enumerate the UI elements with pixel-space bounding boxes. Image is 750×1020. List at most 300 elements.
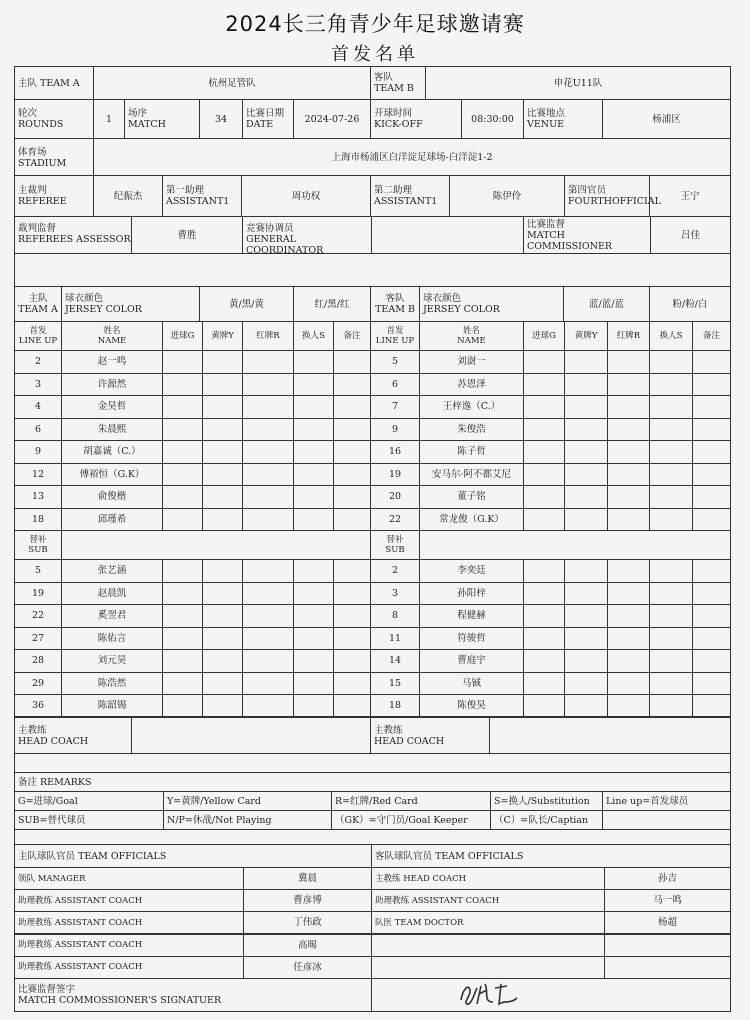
yellow-cell[interactable] <box>202 485 243 509</box>
remark-cell[interactable] <box>333 418 371 442</box>
referee-label: 主裁判 REFEREE <box>14 175 94 217</box>
official-b-name: 孙吉 <box>604 867 731 890</box>
goal-cell[interactable] <box>523 672 565 696</box>
official-a-name: 冀晨 <box>243 867 372 890</box>
sub-cell[interactable] <box>293 350 334 374</box>
spacer-row <box>14 253 731 287</box>
kickoff-label: 开球时间 KICK-OFF <box>370 99 462 139</box>
col-sub-header: 换人S <box>649 321 693 351</box>
official-a-role: 助理教练 ASSISTANT COACH <box>14 956 244 979</box>
remark-cell[interactable] <box>333 440 371 464</box>
goal-cell[interactable] <box>523 604 565 628</box>
goal-cell[interactable] <box>162 627 203 651</box>
goal-cell[interactable] <box>162 559 203 583</box>
red-cell[interactable] <box>242 508 294 532</box>
team-b-jersey-2: 粉/粉/白 <box>649 286 731 322</box>
goal-cell[interactable] <box>162 604 203 628</box>
sub-cell[interactable] <box>293 463 334 487</box>
sub-cell[interactable] <box>649 694 693 718</box>
col-goal-header: 进球G <box>162 321 203 351</box>
player-number: 5 <box>14 559 62 583</box>
official-a-role: 领队 MANAGER <box>14 867 244 890</box>
player-name: 安马尔·阿不都艾尼 <box>419 463 524 487</box>
sub-cell[interactable] <box>649 649 693 673</box>
red-cell[interactable] <box>242 463 294 487</box>
sub-cell[interactable] <box>649 485 693 509</box>
goal-cell[interactable] <box>523 627 565 651</box>
remark-gk: （GK）=守门员/Goal Keeper <box>331 810 491 830</box>
yellow-cell[interactable] <box>564 649 608 673</box>
player-name: 曹庭宇 <box>419 649 524 673</box>
goal-cell[interactable] <box>523 582 565 606</box>
yellow-cell[interactable] <box>564 485 608 509</box>
col-red-header: 红牌R <box>242 321 294 351</box>
team-b-coach-value <box>489 716 731 754</box>
team-a-name: 杭州足管队 <box>93 66 371 100</box>
goal-cell[interactable] <box>162 672 203 696</box>
remark-captain: （C）=队长/Captian <box>490 810 603 830</box>
goal-cell[interactable] <box>523 350 565 374</box>
goal-cell[interactable] <box>523 373 565 397</box>
player-number: 15 <box>370 672 420 696</box>
col-name-en: NAME <box>457 336 486 346</box>
red-cell[interactable] <box>242 559 294 583</box>
sub-cell[interactable] <box>293 373 334 397</box>
sub-cell[interactable] <box>649 604 693 628</box>
remark-cell[interactable] <box>692 604 731 628</box>
player-number: 19 <box>14 582 62 606</box>
col-lineup-cn: 首发 <box>386 326 404 336</box>
col-lineup-en: LINE UP <box>18 336 58 346</box>
yellow-cell[interactable] <box>564 350 608 374</box>
asst2-label: 第二助理 ASSISTANT1 <box>370 175 450 217</box>
yellow-cell[interactable] <box>202 463 243 487</box>
player-number: 7 <box>370 395 420 419</box>
team-a-coach-label: 主教练 HEAD COACH <box>14 716 132 754</box>
yellow-cell[interactable] <box>202 418 243 442</box>
sub-cell[interactable] <box>293 672 334 696</box>
team-a-sub-header-blank <box>61 530 371 560</box>
player-number: 8 <box>370 604 420 628</box>
remark-cell[interactable] <box>692 350 731 374</box>
player-name: 苏恩泽 <box>419 373 524 397</box>
sub-cell[interactable] <box>293 694 334 718</box>
red-cell[interactable] <box>607 373 650 397</box>
commissioner-value: 吕佳 <box>650 216 731 254</box>
coordinator-label: 竞赛协调员 GENERAL COORDINATOR <box>242 216 372 254</box>
team-a-jersey-label: 球衣颜色 JERSEY COLOR <box>61 286 200 322</box>
assessor-value: 曹胜 <box>131 216 243 254</box>
goal-cell[interactable] <box>523 694 565 718</box>
fourth-label: 第四官员 FOURTHOFFICIAL <box>564 175 650 217</box>
rounds-value: 1 <box>93 99 125 139</box>
team-a-jersey-2: 红/黑/红 <box>293 286 371 322</box>
sub-cell[interactable] <box>293 418 334 442</box>
officials-a-title: 主队球队官员 TEAM OFFICIALS <box>14 844 372 868</box>
red-cell[interactable] <box>607 508 650 532</box>
player-name: 金昊哲 <box>61 395 163 419</box>
player-name: 张艺涵 <box>61 559 163 583</box>
player-name: 陈佑言 <box>61 627 163 651</box>
player-number: 4 <box>14 395 62 419</box>
player-name: 奚翌君 <box>61 604 163 628</box>
sheet-title: 2024长三角青少年足球邀请赛 <box>225 12 525 36</box>
player-number: 3 <box>370 582 420 606</box>
goal-cell[interactable] <box>162 418 203 442</box>
yellow-cell[interactable] <box>202 559 243 583</box>
col-name-en: NAME <box>97 336 127 346</box>
referee-value: 纪振杰 <box>93 175 163 217</box>
col-lineup-en: LINE UP <box>375 336 415 346</box>
remark-cell[interactable] <box>692 672 731 696</box>
red-cell[interactable] <box>607 395 650 419</box>
remark-cell[interactable] <box>692 463 731 487</box>
official-a-role: 助理教练 ASSISTANT COACH <box>14 911 244 934</box>
player-name: 许源然 <box>61 373 163 397</box>
date-label: 比赛日期 DATE <box>242 99 294 139</box>
red-cell[interactable] <box>242 395 294 419</box>
player-number: 9 <box>370 418 420 442</box>
player-number: 19 <box>370 463 420 487</box>
goal-cell[interactable] <box>523 559 565 583</box>
goal-cell[interactable] <box>523 485 565 509</box>
player-number: 11 <box>370 627 420 651</box>
team-b-sub-label: 替补 SUB <box>370 530 420 560</box>
yellow-cell[interactable] <box>564 672 608 696</box>
sub-cell[interactable] <box>293 508 334 532</box>
team-b-name: 申花U11队 <box>425 66 731 100</box>
official-a-name: 丁伟政 <box>243 911 372 934</box>
col-yellow-header: 黄牌Y <box>564 321 608 351</box>
rounds-label: 轮次 ROUNDS <box>14 99 94 139</box>
yellow-cell[interactable] <box>564 373 608 397</box>
kickoff-value: 08:30:00 <box>461 99 524 139</box>
match-label: 场序 MATCH <box>124 99 200 139</box>
red-cell[interactable] <box>607 463 650 487</box>
team-a-jersey-1: 黄/黑/黄 <box>199 286 294 322</box>
player-name: 朱晨熙 <box>61 418 163 442</box>
col-yellow-header: 黄牌Y <box>202 321 243 351</box>
remark-cell[interactable] <box>692 508 731 532</box>
red-cell[interactable] <box>242 672 294 696</box>
remark-cell[interactable] <box>333 350 371 374</box>
asst2-value: 陈伊伶 <box>449 175 565 217</box>
col-lineup-header <box>370 321 420 351</box>
remark-red: R=红牌/Red Card <box>331 791 491 811</box>
team-b-jersey-1: 蓝/蓝/蓝 <box>563 286 650 322</box>
goal-cell[interactable] <box>523 649 565 673</box>
yellow-cell[interactable] <box>564 694 608 718</box>
player-name: 胡嘉诚（C.） <box>61 440 163 464</box>
goal-cell[interactable] <box>162 350 203 374</box>
player-name: 常龙俊（G.K） <box>419 508 524 532</box>
player-number: 18 <box>14 508 62 532</box>
asst1-value: 周功权 <box>241 175 371 217</box>
player-number: 6 <box>14 418 62 442</box>
player-number: 18 <box>370 694 420 718</box>
red-cell[interactable] <box>607 559 650 583</box>
remark-cell[interactable] <box>333 463 371 487</box>
venue-label: 比赛地点 VENUE <box>523 99 603 139</box>
red-cell[interactable] <box>607 694 650 718</box>
official-b-role: 队医 TEAM DOCTOR <box>371 911 605 934</box>
red-cell[interactable] <box>242 418 294 442</box>
red-cell[interactable] <box>242 582 294 606</box>
player-number: 5 <box>370 350 420 374</box>
sub-cell[interactable] <box>293 604 334 628</box>
red-cell[interactable] <box>242 627 294 651</box>
red-cell[interactable] <box>607 672 650 696</box>
red-cell[interactable] <box>607 604 650 628</box>
player-name: 李奕廷 <box>419 559 524 583</box>
goal-cell[interactable] <box>523 418 565 442</box>
yellow-cell[interactable] <box>564 463 608 487</box>
fourth-value: 王宁 <box>649 175 731 217</box>
red-cell[interactable] <box>242 604 294 628</box>
player-number: 20 <box>370 485 420 509</box>
sub-cell[interactable] <box>649 508 693 532</box>
remark-cell[interactable] <box>692 485 731 509</box>
col-name-cn: 姓名 <box>103 326 121 336</box>
official-a-role: 助理教练 ASSISTANT COACH <box>14 934 244 957</box>
sub-cell[interactable] <box>649 582 693 606</box>
col-lineup-cn: 首发 <box>29 326 47 336</box>
goal-cell[interactable] <box>162 463 203 487</box>
red-cell[interactable] <box>607 582 650 606</box>
remark-cell[interactable] <box>333 694 371 718</box>
sub-cell[interactable] <box>293 649 334 673</box>
sub-cell[interactable] <box>293 559 334 583</box>
red-cell[interactable] <box>607 627 650 651</box>
stadium-label: 体育场 STADIUM <box>14 138 94 176</box>
player-name: 陈子哲 <box>419 440 524 464</box>
col-sub-header: 换人S <box>293 321 334 351</box>
official-b-name <box>604 934 731 957</box>
official-a-name: 任彦冰 <box>243 956 372 979</box>
red-cell[interactable] <box>607 440 650 464</box>
officials-b-title: 客队球队官员 TEAM OFFICIALS <box>371 844 731 868</box>
red-cell[interactable] <box>607 485 650 509</box>
col-remark-header: 备注 <box>333 321 371 351</box>
red-cell[interactable] <box>242 649 294 673</box>
yellow-cell[interactable] <box>564 395 608 419</box>
red-cell[interactable] <box>607 649 650 673</box>
yellow-cell[interactable] <box>202 395 243 419</box>
yellow-cell[interactable] <box>202 582 243 606</box>
remark-cell[interactable] <box>692 373 731 397</box>
team-b-section-label: 客队 TEAM B <box>370 286 420 322</box>
official-b-name: 马一鸣 <box>604 889 731 912</box>
col-name-cn: 姓名 <box>462 326 480 336</box>
remark-blank <box>602 810 731 830</box>
sub-cell[interactable] <box>293 485 334 509</box>
official-a-name: 高晹 <box>243 934 372 957</box>
player-name: 俞俊楷 <box>61 485 163 509</box>
player-name: 邱瑾希 <box>61 508 163 532</box>
remark-cell[interactable] <box>692 694 731 718</box>
official-b-role <box>371 956 605 979</box>
goal-cell[interactable] <box>523 395 565 419</box>
yellow-cell[interactable] <box>564 582 608 606</box>
remark-cell[interactable] <box>333 508 371 532</box>
player-number: 22 <box>370 508 420 532</box>
sub-cell[interactable] <box>649 395 693 419</box>
sub-cell[interactable] <box>649 373 693 397</box>
player-number: 6 <box>370 373 420 397</box>
handwritten-signature <box>455 978 525 1010</box>
remark-cell[interactable] <box>333 582 371 606</box>
yellow-cell[interactable] <box>564 604 608 628</box>
remark-cell[interactable] <box>333 649 371 673</box>
red-cell[interactable] <box>242 485 294 509</box>
sub-cell[interactable] <box>293 440 334 464</box>
player-number: 2 <box>370 559 420 583</box>
sub-cell[interactable] <box>293 395 334 419</box>
remark-goal: G=进球/Goal <box>14 791 164 811</box>
stadium-value: 上海市杨浦区白洋淀足球场-白洋淀1-2 <box>93 138 731 176</box>
player-name: 马铖 <box>419 672 524 696</box>
official-b-name <box>604 956 731 979</box>
yellow-cell[interactable] <box>564 440 608 464</box>
remark-cell[interactable] <box>333 559 371 583</box>
player-name: 傅裕恒（G.K） <box>61 463 163 487</box>
team-a-sub-label: 替补 SUB <box>14 530 62 560</box>
player-name: 孙阳梓 <box>419 582 524 606</box>
match-value: 34 <box>199 99 243 139</box>
remark-sub: SUB=替代球员 <box>14 810 164 830</box>
remark-cell[interactable] <box>692 582 731 606</box>
official-b-name: 杨超 <box>604 911 731 934</box>
sub-cell[interactable] <box>649 463 693 487</box>
yellow-cell[interactable] <box>202 508 243 532</box>
remark-cell[interactable] <box>692 627 731 651</box>
sub-cell[interactable] <box>649 440 693 464</box>
remark-np: N/P=休战/Not Playing <box>163 810 332 830</box>
player-name: 刘元昊 <box>61 649 163 673</box>
sub-cell[interactable] <box>649 627 693 651</box>
player-name: 赵一鸣 <box>61 350 163 374</box>
col-goal-header: 进球G <box>523 321 565 351</box>
remark-yellow: Y=黄牌/Yellow Card <box>163 791 332 811</box>
col-remark-header: 备注 <box>692 321 731 351</box>
sub-cell[interactable] <box>649 418 693 442</box>
remark-cell[interactable] <box>333 373 371 397</box>
official-b-role: 主教练 HEAD COACH <box>371 867 605 890</box>
remark-cell[interactable] <box>333 395 371 419</box>
goal-cell[interactable] <box>523 463 565 487</box>
sub-cell[interactable] <box>649 559 693 583</box>
red-cell[interactable] <box>242 350 294 374</box>
signature-field[interactable] <box>371 978 731 1012</box>
sub-cell[interactable] <box>293 582 334 606</box>
goal-cell[interactable] <box>162 508 203 532</box>
yellow-cell[interactable] <box>202 373 243 397</box>
player-name: 朱俊浩 <box>419 418 524 442</box>
red-cell[interactable] <box>242 694 294 718</box>
venue-value: 杨浦区 <box>602 99 731 139</box>
remark-cell[interactable] <box>692 418 731 442</box>
yellow-cell[interactable] <box>202 694 243 718</box>
col-lineup-header <box>14 321 62 351</box>
goal-cell[interactable] <box>162 373 203 397</box>
red-cell[interactable] <box>242 373 294 397</box>
player-number: 29 <box>14 672 62 696</box>
team-a-section-label: 主队 TEAM A <box>14 286 62 322</box>
sub-cell[interactable] <box>293 627 334 651</box>
remark-cell[interactable] <box>692 440 731 464</box>
player-number: 13 <box>14 485 62 509</box>
goal-cell[interactable] <box>162 649 203 673</box>
red-cell[interactable] <box>607 418 650 442</box>
commissioner-label: 比赛监督 MATCH COMMISSIONER <box>523 216 651 254</box>
remarks-title: 备注 REMARKS <box>14 772 731 792</box>
team-a-coach-value <box>131 716 371 754</box>
player-name: 陈俊昊 <box>419 694 524 718</box>
yellow-cell[interactable] <box>564 627 608 651</box>
player-name: 陈韶锡 <box>61 694 163 718</box>
player-name: 程健赫 <box>419 604 524 628</box>
date-value: 2024-07-26 <box>293 99 371 139</box>
yellow-cell[interactable] <box>202 672 243 696</box>
official-b-role: 助理教练 ASSISTANT COACH <box>371 889 605 912</box>
remark-cell[interactable] <box>692 649 731 673</box>
remark-cell[interactable] <box>333 672 371 696</box>
sub-cell[interactable] <box>649 350 693 374</box>
player-number: 12 <box>14 463 62 487</box>
official-a-role: 助理教练 ASSISTANT COACH <box>14 889 244 912</box>
red-cell[interactable] <box>607 350 650 374</box>
sheet-subtitle: 首发名单 <box>331 44 419 65</box>
yellow-cell[interactable] <box>564 418 608 442</box>
player-name: 陈浩然 <box>61 672 163 696</box>
player-name: 王梓逸（C.） <box>419 395 524 419</box>
yellow-cell[interactable] <box>564 508 608 532</box>
player-number: 27 <box>14 627 62 651</box>
goal-cell[interactable] <box>523 508 565 532</box>
goal-cell[interactable] <box>162 395 203 419</box>
player-number: 16 <box>370 440 420 464</box>
yellow-cell[interactable] <box>202 440 243 464</box>
official-b-role <box>371 934 605 957</box>
player-number: 14 <box>370 649 420 673</box>
col-name-header <box>419 321 524 351</box>
yellow-cell[interactable] <box>564 559 608 583</box>
yellow-cell[interactable] <box>202 350 243 374</box>
team-a-label: 主队 TEAM A <box>14 66 94 100</box>
remark-cell[interactable] <box>692 395 731 419</box>
player-name: 符骏哲 <box>419 627 524 651</box>
goal-cell[interactable] <box>162 440 203 464</box>
remark-cell[interactable] <box>333 627 371 651</box>
red-cell[interactable] <box>242 440 294 464</box>
player-name: 刘澍一 <box>419 350 524 374</box>
yellow-cell[interactable] <box>202 649 243 673</box>
goal-cell[interactable] <box>523 440 565 464</box>
remark-cell[interactable] <box>333 485 371 509</box>
yellow-cell[interactable] <box>202 604 243 628</box>
goal-cell[interactable] <box>162 582 203 606</box>
sub-cell[interactable] <box>649 672 693 696</box>
player-name: 董子铭 <box>419 485 524 509</box>
yellow-cell[interactable] <box>202 627 243 651</box>
col-name-header <box>61 321 163 351</box>
goal-cell[interactable] <box>162 694 203 718</box>
remark-subst: S=换人/Substitution <box>490 791 603 811</box>
goal-cell[interactable] <box>162 485 203 509</box>
remark-cell[interactable] <box>333 604 371 628</box>
remark-cell[interactable] <box>692 559 731 583</box>
official-a-name: 曹彦博 <box>243 889 372 912</box>
